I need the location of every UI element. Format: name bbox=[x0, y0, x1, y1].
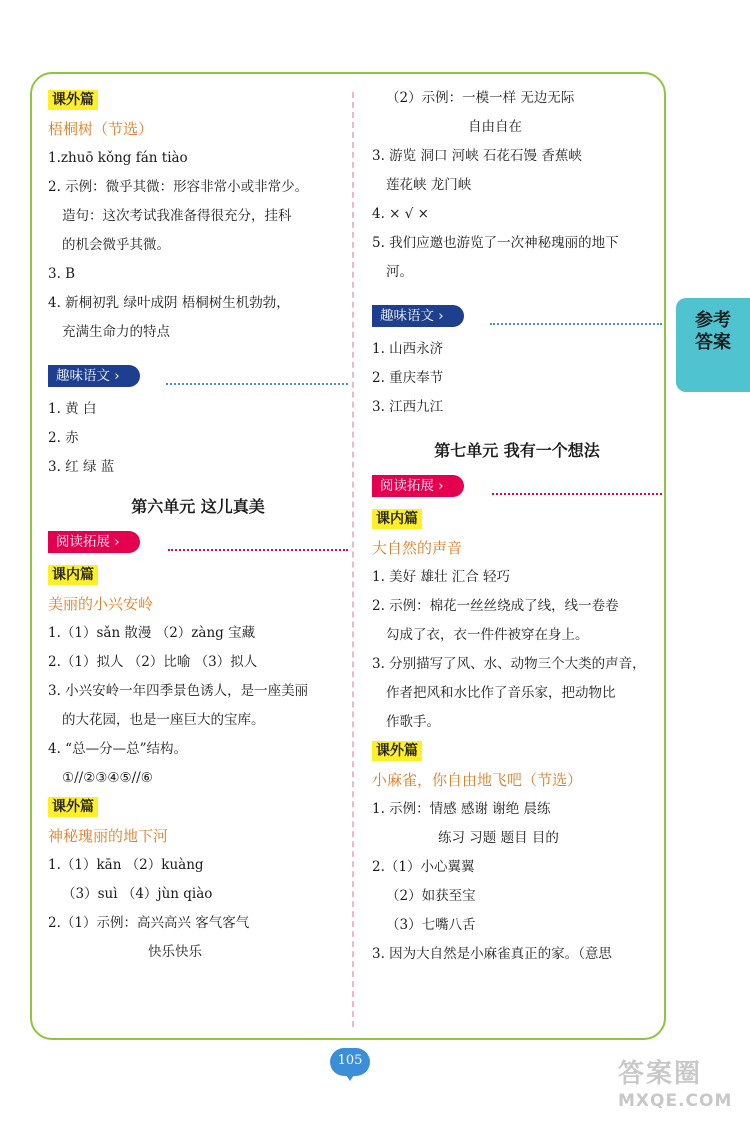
answer-line: 练习 习题 题目 目的 bbox=[438, 830, 559, 846]
answer-line: 的大花园，也是一座巨大的宝库。 bbox=[62, 712, 265, 728]
answer-line: 勾成了衣，衣一件件被穿在身上。 bbox=[386, 627, 589, 643]
answer-line: 2.（1）小心翼翼 bbox=[372, 859, 475, 875]
answer-line: 2. 赤 bbox=[48, 430, 79, 446]
answer-line: 充满生命力的特点 bbox=[62, 324, 170, 340]
answer-line: 快乐快乐 bbox=[148, 944, 202, 960]
answer-line: 1.（1）kān （2）kuàng bbox=[48, 857, 204, 873]
answer-line: 1. 山西永济 bbox=[372, 341, 444, 357]
answer-line: （2）如获至宝 bbox=[386, 888, 476, 904]
answer-line: 的机会微乎其微。 bbox=[62, 237, 170, 253]
column-divider bbox=[352, 92, 354, 1027]
answer-line: 4. “总—分—总”结构。 bbox=[48, 741, 187, 757]
answer-line: 2. 重庆奉节 bbox=[372, 370, 444, 386]
answer-line: 作者把风和水比作了音乐家，把动物比 bbox=[386, 685, 616, 701]
dotted-rule bbox=[490, 323, 662, 325]
reading-extension-banner bbox=[372, 471, 662, 501]
fun-chinese-banner bbox=[372, 301, 662, 331]
answer-line: 3. 江西九江 bbox=[372, 399, 444, 415]
section-tag: 课内篇 bbox=[372, 509, 422, 529]
banner-label: 阅读拓展 bbox=[56, 534, 110, 550]
unit-title: 第七单元 我有一个想法 bbox=[434, 441, 600, 460]
section-tag: 课外篇 bbox=[48, 90, 98, 110]
answer-line: 2.（1）拟人 （2）比喻 （3）拟人 bbox=[48, 654, 258, 670]
answer-line: 莲花峡 龙门峡 bbox=[386, 177, 472, 193]
answer-line: 1. 美好 雄壮 汇合 轻巧 bbox=[372, 569, 511, 585]
answer-line: 2.（1）示例：高兴高兴 客气客气 bbox=[48, 915, 250, 931]
reference-answers-tab bbox=[676, 298, 750, 392]
answer-line: 2. 示例：微乎其微：形容非常小或非常少。 bbox=[48, 179, 309, 195]
story-title: 神秘瑰丽的地下河 bbox=[48, 827, 169, 845]
story-title: 小麻雀，你自由地飞吧（节选） bbox=[372, 771, 583, 789]
right-column bbox=[372, 84, 662, 969]
story-title: 美丽的小兴安岭 bbox=[48, 595, 154, 613]
answer-line: 3. 因为大自然是小麻雀真正的家。（意思 bbox=[372, 946, 612, 962]
answer-line: 2. 示例：棉花一丝丝绕成了线，线一卷卷 bbox=[372, 598, 619, 614]
answer-line: ①//②③④⑤//⑥ bbox=[62, 770, 153, 786]
banner-label: 趣味语文 bbox=[56, 368, 110, 384]
answer-line: 3. 分别描写了风、水、动物三个大类的声音， bbox=[372, 656, 646, 672]
left-column bbox=[48, 86, 348, 967]
answer-line: 1. 示例：情感 感谢 谢绝 晨练 bbox=[372, 801, 551, 817]
page-number: 105 bbox=[330, 1048, 370, 1076]
answer-line: 作歌手。 bbox=[386, 714, 440, 730]
answer-line: 1.（1）sǎn 散漫 （2）zàng 宝藏 bbox=[48, 625, 256, 641]
answer-line: 造句：这次考试我准备得很充分，挂科 bbox=[62, 208, 292, 224]
answer-line: 河。 bbox=[386, 264, 413, 280]
chevron-right-icon: › bbox=[114, 368, 120, 384]
answer-line: 1.zhuō kǒng fán tiào bbox=[48, 150, 188, 166]
dotted-rule bbox=[492, 493, 662, 495]
answer-line: 4. × √ × bbox=[372, 206, 429, 222]
section-tag: 课外篇 bbox=[372, 741, 422, 761]
watermark-logo bbox=[618, 1058, 743, 1124]
answer-line: （3）suì （4）jùn qiào bbox=[62, 886, 213, 902]
answer-line: 3. 红 绿 蓝 bbox=[48, 459, 115, 475]
chevron-right-icon: › bbox=[438, 478, 444, 494]
answer-line: （3）七嘴八舌 bbox=[386, 917, 476, 933]
chevron-right-icon: › bbox=[438, 308, 444, 324]
answer-line: 3. 游览 洞口 河峡 石花石馒 香蕉峡 bbox=[372, 148, 582, 164]
dotted-rule bbox=[166, 383, 348, 385]
banner-label: 趣味语文 bbox=[380, 308, 434, 324]
dotted-rule bbox=[168, 549, 348, 551]
answer-line: 3. B bbox=[48, 266, 76, 282]
answer-line: 自由自在 bbox=[468, 119, 522, 135]
chevron-right-icon: › bbox=[114, 534, 120, 550]
answer-line: 4. 新桐初乳 绿叶成阴 梧桐树生机勃勃， bbox=[48, 295, 290, 311]
section-tag: 课外篇 bbox=[48, 797, 98, 817]
reading-extension-banner bbox=[48, 527, 348, 557]
answer-line: 3. 小兴安岭一年四季景色诱人，是一座美丽 bbox=[48, 683, 309, 699]
answer-line: 1. 黄 白 bbox=[48, 401, 97, 417]
story-title: 梧桐树（节选） bbox=[48, 120, 154, 138]
answer-line: 5. 我们应邀也游览了一次神秘瑰丽的地下 bbox=[372, 235, 619, 251]
watermark-text: 答案圈 bbox=[618, 1059, 703, 1089]
unit-title: 第六单元 这儿真美 bbox=[131, 497, 265, 516]
story-title: 大自然的声音 bbox=[372, 539, 463, 557]
fun-chinese-banner bbox=[48, 361, 348, 391]
side-tab-label: 参考答案 bbox=[695, 310, 731, 353]
watermark-url: MXQE.COM bbox=[618, 1091, 733, 1111]
section-tag: 课内篇 bbox=[48, 565, 98, 585]
answer-line: （2）示例：一模一样 无边无际 bbox=[386, 90, 575, 106]
banner-label: 阅读拓展 bbox=[380, 478, 434, 494]
